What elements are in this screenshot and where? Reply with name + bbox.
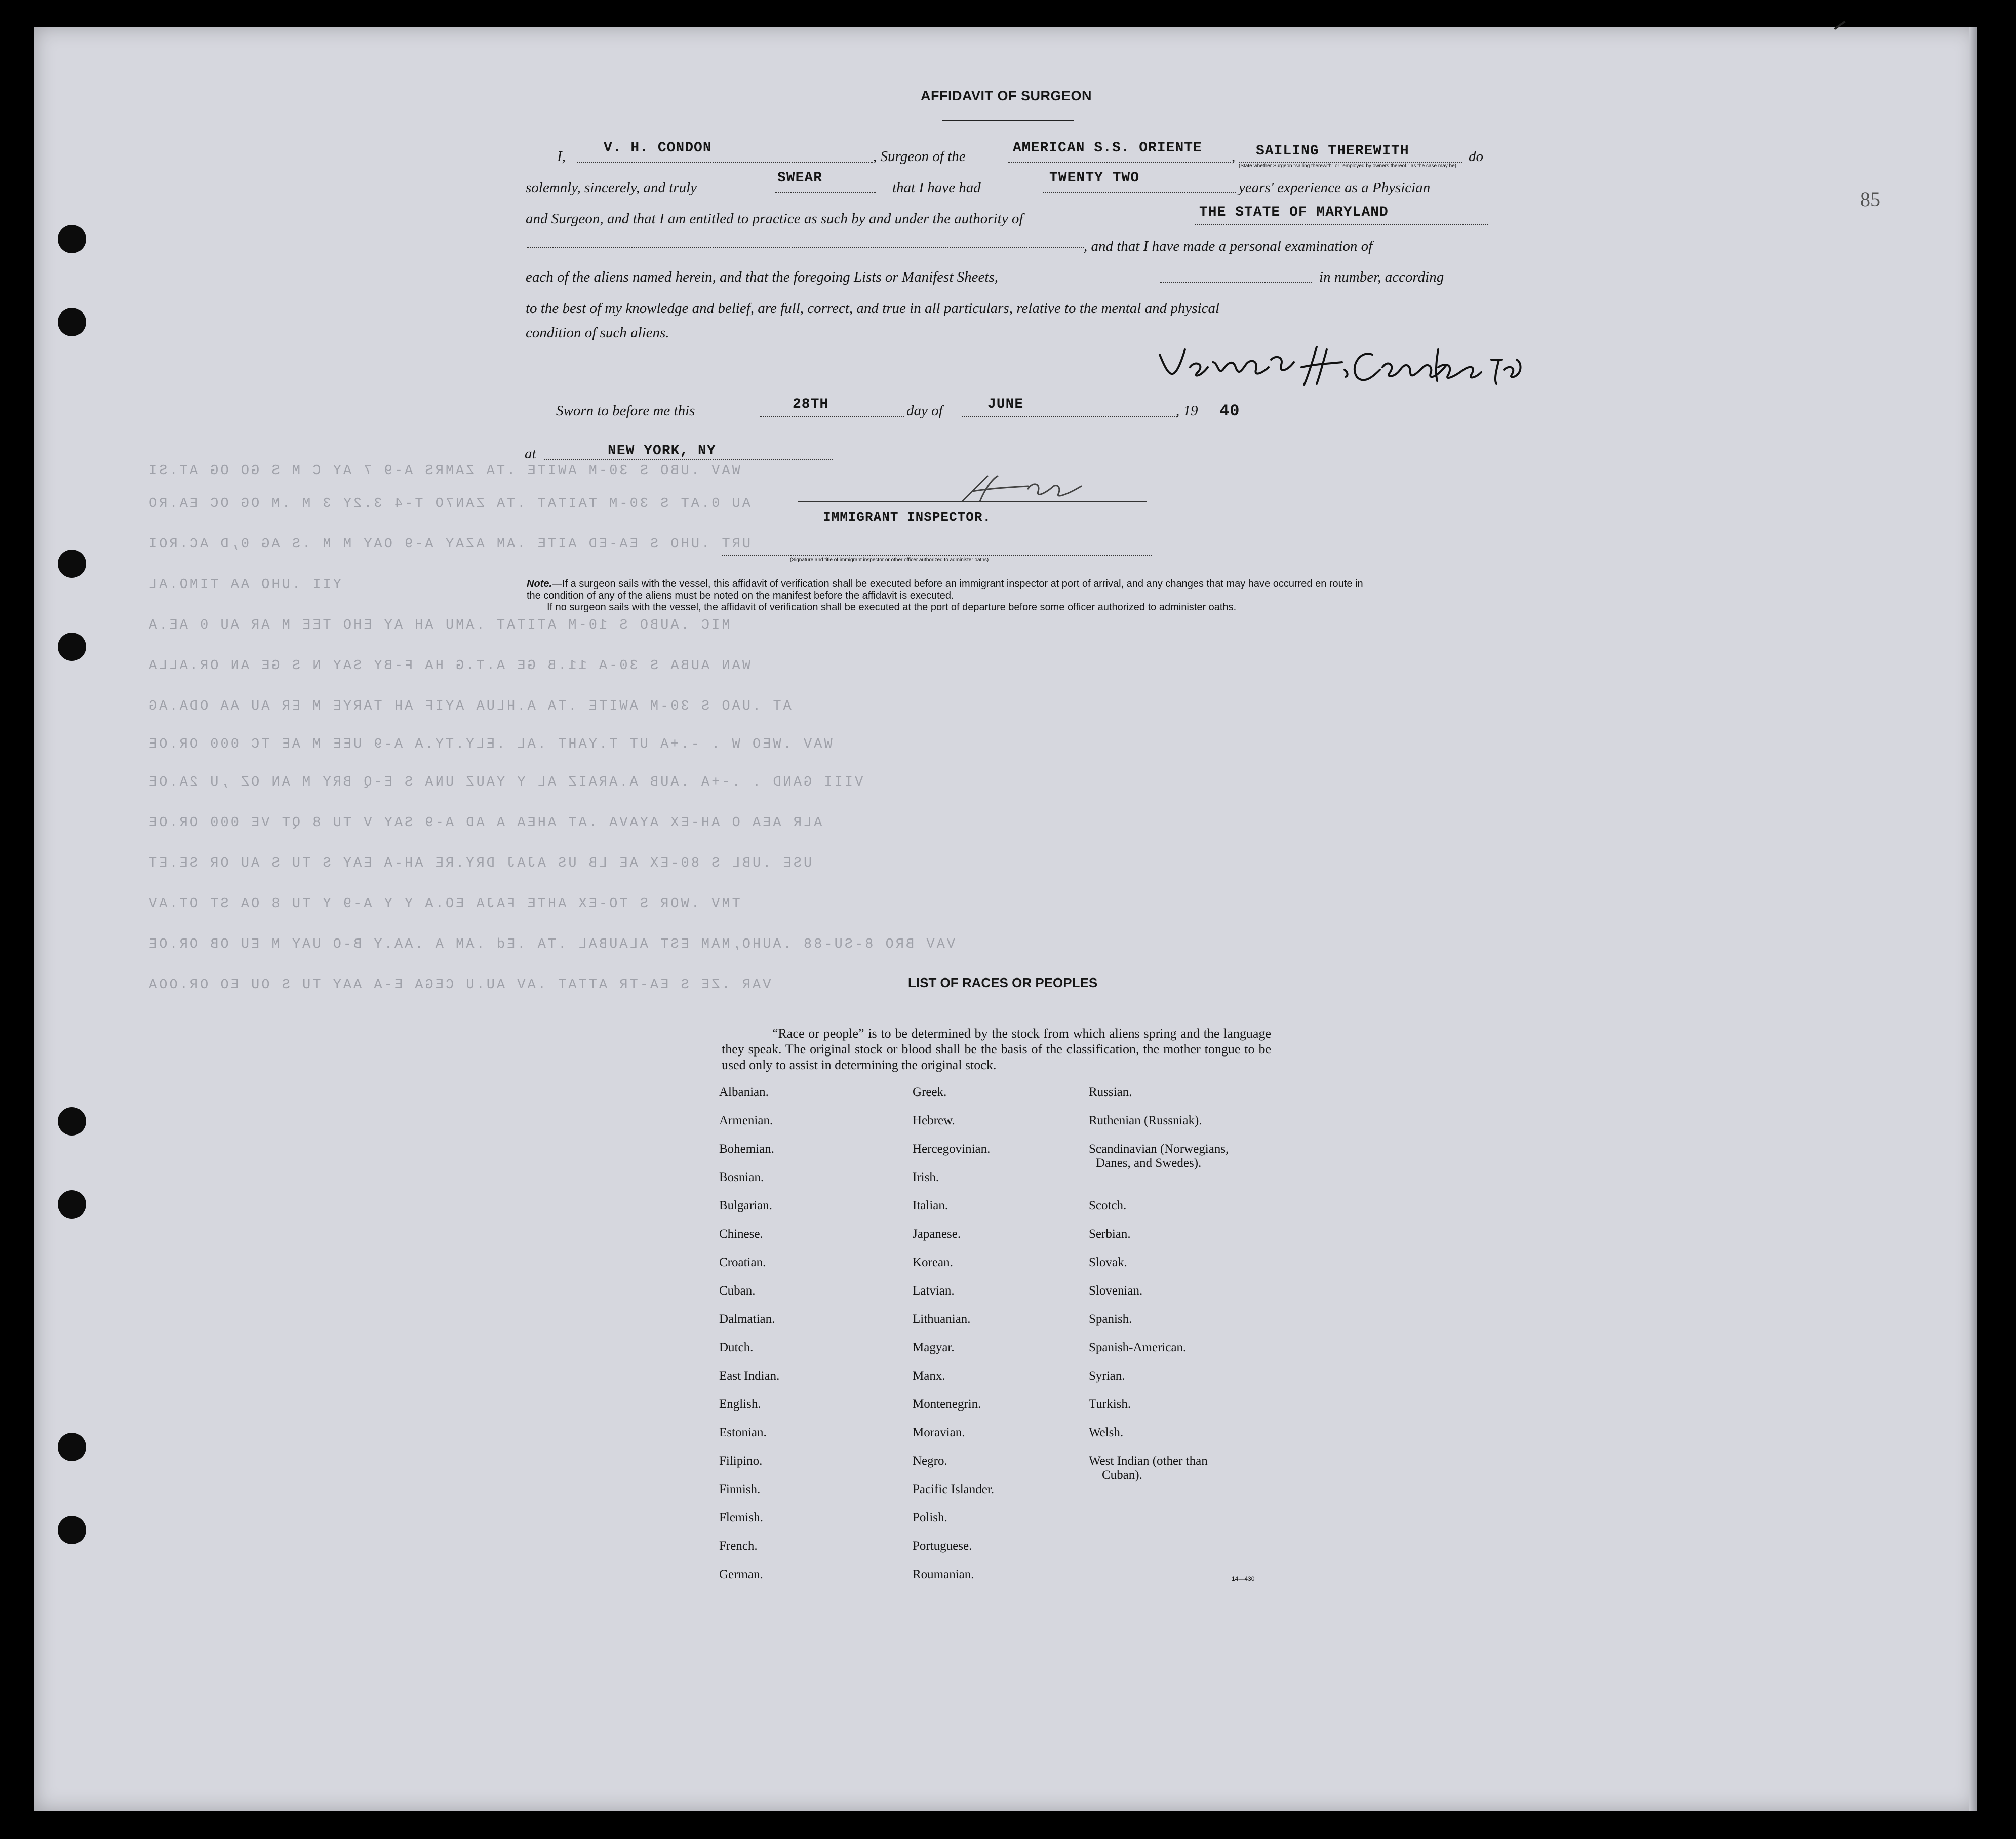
inspector-caption: (Signature and title of immigrant inspector or other officer authorized to administer oaths) xyxy=(790,557,989,563)
inspector-rule xyxy=(798,501,1147,502)
title-underline xyxy=(942,120,1074,121)
race-item: Slovak. xyxy=(1089,1256,1127,1269)
at-place-field: NEW YORK, NY xyxy=(608,443,716,459)
surgeon-name-field: V. H. CONDON xyxy=(604,140,712,156)
race-item: Cuban. xyxy=(719,1284,756,1298)
at-place-line xyxy=(544,459,833,460)
races-col-3 xyxy=(1089,1085,1229,1497)
race-item: Dutch. xyxy=(719,1341,754,1354)
binder-hole xyxy=(58,633,86,661)
race-item: Italian. xyxy=(913,1199,948,1212)
day-of-label: day of xyxy=(906,403,943,419)
inspector-signature-line xyxy=(722,555,1152,556)
sworn-day-field: 28TH xyxy=(793,397,829,412)
race-item: Russian. xyxy=(1089,1085,1132,1099)
authority-line xyxy=(1195,224,1488,225)
race-item: Spanish. xyxy=(1089,1312,1132,1326)
race-item: Scandinavian (Norwegians, xyxy=(1089,1142,1229,1156)
race-item: Scotch. xyxy=(1089,1199,1127,1212)
race-item: Spanish-American. xyxy=(1089,1341,1187,1354)
years-line xyxy=(1043,192,1236,193)
at-label: at xyxy=(525,446,536,462)
status-instruction-note: (State whether Surgeon "sailing therewith" or "employed by owners thereof," as the case may be) xyxy=(1239,163,1456,169)
race-item: Magyar. xyxy=(913,1341,955,1354)
page-number: 85 xyxy=(1860,188,1880,211)
race-item: Filipino. xyxy=(719,1454,763,1468)
affidavit-line2-mid: that I have had xyxy=(892,180,981,196)
oath-line xyxy=(775,192,876,193)
race-item: Hebrew. xyxy=(913,1114,955,1127)
affidavit-line4: , and that I have made a personal examination of xyxy=(1084,238,1373,254)
race-item: Serbian. xyxy=(1089,1227,1131,1241)
oath-field: SWEAR xyxy=(777,170,823,186)
race-item: Flemish. xyxy=(719,1511,763,1524)
race-item: Manx. xyxy=(913,1369,945,1383)
affidavit-line6: to the best of my knowledge and belief, are full, correct, and true in all particulars, relative to the mental and physical xyxy=(526,300,1220,317)
vessel-field: AMERICAN S.S. ORIENTE xyxy=(1013,140,1202,156)
race-item: Moravian. xyxy=(913,1426,965,1439)
note-text-1: —If a surgeon sails with the vessel, this affidavit of verification shall be executed before an immigrant inspector at port of arrival, and any changes that may have occurred en route in the condition of any of the aliens must be noted on the manifest before the affidavit is executed. xyxy=(527,578,1363,601)
line1-suffix: do xyxy=(1469,148,1483,165)
race-item: Negro. xyxy=(913,1454,947,1468)
inspector-title: IMMIGRANT INSPECTOR. xyxy=(823,510,992,525)
race-item: Croatian. xyxy=(719,1256,766,1269)
inspector-signature xyxy=(952,471,1104,512)
binder-hole xyxy=(58,308,86,336)
race-item: Estonian. xyxy=(719,1426,767,1439)
sworn-prefix: Sworn to before me this xyxy=(556,403,695,419)
affidavit-line5-prefix: each of the aliens named herein, and that the foregoing Lists or Manifest Sheets, xyxy=(526,269,998,285)
sheet-count-line xyxy=(1160,282,1312,283)
race-item: Korean. xyxy=(913,1256,953,1269)
race-item: Greek. xyxy=(913,1085,947,1099)
race-item: Lithuanian. xyxy=(913,1312,971,1326)
note-label: Note. xyxy=(527,578,552,590)
comma: , xyxy=(1232,148,1236,165)
race-item: Welsh. xyxy=(1089,1426,1124,1439)
races-title: LIST OF RACES OR PEOPLES xyxy=(908,975,1098,990)
race-item: Turkish. xyxy=(1089,1397,1131,1411)
race-item: Polish. xyxy=(913,1511,947,1524)
race-item: Latvian. xyxy=(913,1284,955,1298)
race-item: West Indian (other than xyxy=(1089,1454,1208,1468)
race-item: Irish. xyxy=(913,1170,939,1184)
binder-hole xyxy=(58,1516,86,1544)
surgeon-of-label: , Surgeon of the xyxy=(873,148,966,165)
sworn-month-field: JUNE xyxy=(987,397,1024,412)
binder-hole xyxy=(58,1190,86,1219)
note-text-2: If no surgeon sails with the vessel, the affidavit of verification shall be executed at the port of departure before some officer authorized to administer oaths. xyxy=(547,602,1237,613)
surgeon-status-field: SAILING THEREWITH xyxy=(1256,143,1409,159)
affidavit-title: AFFIDAVIT OF SURGEON xyxy=(921,88,1092,103)
race-item: Danes, and Swedes). xyxy=(1096,1156,1202,1170)
affidavit-line2-prefix: solemnly, sincerely, and truly xyxy=(526,180,697,196)
sworn-month-line xyxy=(962,416,1177,417)
race-item: Portuguese. xyxy=(913,1539,972,1553)
race-item: Hercegovinian. xyxy=(913,1142,991,1156)
binder-hole xyxy=(58,550,86,578)
affidavit-line2-suffix: years' experience as a Physician xyxy=(1239,180,1431,196)
race-item: East Indian. xyxy=(719,1369,780,1383)
authority-continuation-line xyxy=(527,247,1084,248)
race-item: Bulgarian. xyxy=(719,1199,772,1212)
affidavit-prefix-i: I, xyxy=(557,148,566,165)
race-item: Albanian. xyxy=(719,1085,769,1099)
race-item: French. xyxy=(719,1539,758,1553)
affidavit-line7: condition of such aliens. xyxy=(526,325,669,341)
affidavit-line3-prefix: and Surgeon, and that I am entitled to practice as such by and under the authority of xyxy=(526,211,1023,227)
surgeon-signature xyxy=(1155,339,1529,390)
race-item: Bosnian. xyxy=(719,1170,764,1184)
surgeon-name-line xyxy=(577,162,873,163)
affidavit-note xyxy=(527,578,1377,613)
years-field: TWENTY TWO xyxy=(1049,170,1140,186)
binder-hole xyxy=(58,1107,86,1136)
races-col-2 xyxy=(913,1085,994,1596)
authority-field: THE STATE OF MARYLAND xyxy=(1199,205,1389,220)
binder-hole xyxy=(58,1433,86,1461)
form-number: 14—430 xyxy=(1232,1575,1255,1582)
race-item: Pacific Islander. xyxy=(913,1482,995,1496)
page-edge-shadow xyxy=(1969,27,1977,1811)
race-item: Cuban). xyxy=(1102,1468,1142,1482)
binder-hole xyxy=(58,225,86,253)
race-item: Ruthenian (Russniak). xyxy=(1089,1114,1202,1127)
vessel-line xyxy=(1008,162,1231,163)
sworn-day-line xyxy=(760,416,904,417)
race-item: Dalmatian. xyxy=(719,1312,775,1326)
race-item: Japanese. xyxy=(913,1227,961,1241)
races-col-1 xyxy=(719,1085,779,1596)
race-item: Syrian. xyxy=(1089,1369,1125,1383)
race-item: Roumanian. xyxy=(913,1568,974,1581)
race-item: Bohemian. xyxy=(719,1142,775,1156)
race-item: Slovenian. xyxy=(1089,1284,1143,1298)
race-item: German. xyxy=(719,1568,763,1581)
manifest-sheet xyxy=(34,27,1977,1811)
race-item: Armenian. xyxy=(719,1114,773,1127)
year-prefix: , 19 xyxy=(1176,403,1198,419)
affidavit-line5-suffix: in number, according xyxy=(1319,269,1444,285)
sworn-year-field: 40 xyxy=(1219,402,1240,420)
race-item: English. xyxy=(719,1397,761,1411)
race-item: Finnish. xyxy=(719,1482,761,1496)
race-item: Chinese. xyxy=(719,1227,763,1241)
race-item: Montenegrin. xyxy=(913,1397,981,1411)
races-intro: “Race or people” is to be determined by the stock from which aliens spring and the language they speak. The original stock or blood shall be the basis of the classification, the mother tongue to be used only to assist in determining the original stock. xyxy=(722,1026,1271,1072)
